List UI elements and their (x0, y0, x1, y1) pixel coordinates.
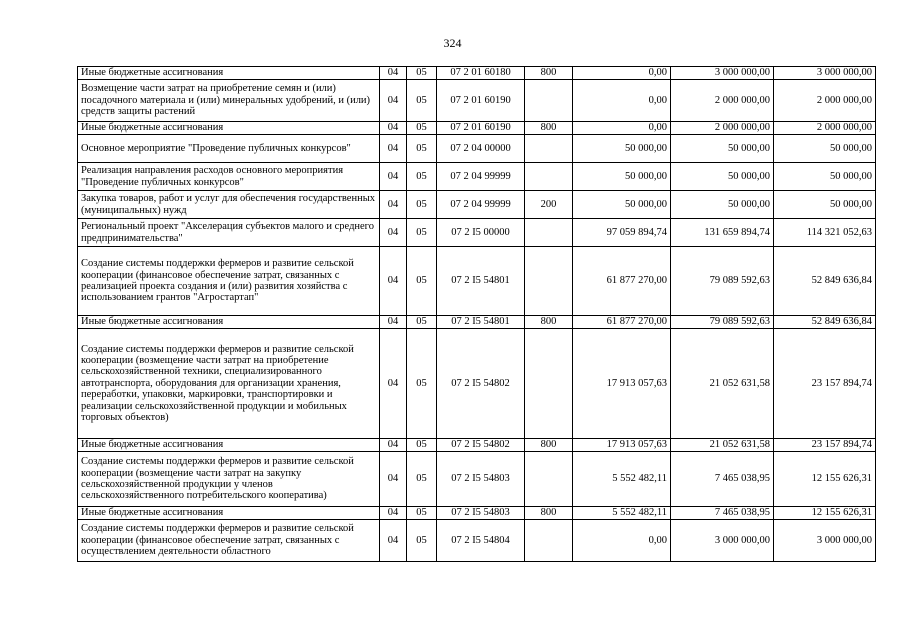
table-row (78, 452, 876, 507)
target-code-cell: 07 2 I5 54801 (437, 316, 525, 329)
amount-2-cell: 7 465 038,95 (671, 452, 774, 507)
section-code-cell: 04 (380, 67, 407, 80)
row-name-cell: Региональный проект "Акселерация субъектов малого и среднего предпринимательства" (78, 219, 380, 247)
amount-2-cell: 21 052 631,58 (671, 329, 774, 439)
amount-1-cell: 97 059 894,74 (573, 219, 671, 247)
expense-type-cell: 800 (525, 507, 573, 520)
subsection-code-cell: 05 (407, 439, 437, 452)
amount-3-cell: 52 849 636,84 (774, 247, 876, 316)
amount-2-cell: 50 000,00 (671, 163, 774, 191)
amount-3-cell: 50 000,00 (774, 191, 876, 219)
expense-type-cell (525, 219, 573, 247)
section-code-cell: 04 (380, 247, 407, 316)
table-row (78, 135, 876, 163)
row-name-cell: Реализация направления расходов основного мероприятия "Проведение публичных конкурсов" (78, 163, 380, 191)
table-row (78, 329, 876, 439)
row-name-cell: Иные бюджетные ассигнования (78, 439, 380, 452)
expense-type-cell (525, 135, 573, 163)
amount-1-cell: 0,00 (573, 80, 671, 122)
subsection-code-cell: 05 (407, 122, 437, 135)
amount-1-cell: 50 000,00 (573, 191, 671, 219)
amount-2-cell: 21 052 631,58 (671, 439, 774, 452)
subsection-code-cell: 05 (407, 316, 437, 329)
target-code-cell: 07 2 I5 54804 (437, 520, 525, 562)
expense-type-cell (525, 247, 573, 316)
amount-2-cell: 7 465 038,95 (671, 507, 774, 520)
row-name-cell: Основное мероприятие "Проведение публичных конкурсов" (78, 135, 380, 163)
table-row (78, 67, 876, 80)
amount-1-cell: 50 000,00 (573, 135, 671, 163)
amount-1-cell: 5 552 482,11 (573, 507, 671, 520)
target-code-cell: 07 2 04 99999 (437, 163, 525, 191)
expense-type-cell (525, 452, 573, 507)
amount-3-cell: 12 155 626,31 (774, 452, 876, 507)
subsection-code-cell: 05 (407, 191, 437, 219)
amount-1-cell: 0,00 (573, 67, 671, 80)
amount-3-cell: 23 157 894,74 (774, 439, 876, 452)
amount-1-cell: 0,00 (573, 122, 671, 135)
amount-1-cell: 5 552 482,11 (573, 452, 671, 507)
subsection-code-cell: 05 (407, 135, 437, 163)
amount-3-cell: 50 000,00 (774, 163, 876, 191)
expense-type-cell (525, 80, 573, 122)
section-code-cell: 04 (380, 122, 407, 135)
amount-1-cell: 0,00 (573, 520, 671, 562)
section-code-cell: 04 (380, 135, 407, 163)
amount-3-cell: 50 000,00 (774, 135, 876, 163)
section-code-cell: 04 (380, 163, 407, 191)
expense-type-cell (525, 329, 573, 439)
row-name-cell: Закупка товаров, работ и услуг для обеспечения государственных (муниципальных) нужд (78, 191, 380, 219)
expense-type-cell: 800 (525, 122, 573, 135)
budget-table (77, 66, 876, 562)
subsection-code-cell: 05 (407, 507, 437, 520)
section-code-cell: 04 (380, 316, 407, 329)
subsection-code-cell: 05 (407, 452, 437, 507)
amount-1-cell: 17 913 057,63 (573, 439, 671, 452)
target-code-cell: 07 2 04 99999 (437, 191, 525, 219)
target-code-cell: 07 2 I5 54802 (437, 329, 525, 439)
expense-type-cell: 800 (525, 316, 573, 329)
amount-3-cell: 3 000 000,00 (774, 520, 876, 562)
table-row (78, 316, 876, 329)
amount-2-cell: 131 659 894,74 (671, 219, 774, 247)
row-name-cell: Иные бюджетные ассигнования (78, 316, 380, 329)
amount-3-cell: 12 155 626,31 (774, 507, 876, 520)
expense-type-cell (525, 163, 573, 191)
table-row (78, 80, 876, 122)
target-code-cell: 07 2 I5 00000 (437, 219, 525, 247)
row-name-cell: Создание системы поддержки фермеров и развитие сельской кооперации (возмещение части затрат на приобретение сельскохозяйственной техники, специализированного автотранспорта, оборудования для организации хранения, переработки, упаковки, маркировки, транспортировки и реализации сельскохозяйственной продукции и мобильных торговых объектов) (78, 329, 380, 439)
section-code-cell: 04 (380, 452, 407, 507)
expense-type-cell (525, 520, 573, 562)
expense-type-cell: 800 (525, 67, 573, 80)
section-code-cell: 04 (380, 80, 407, 122)
amount-1-cell: 61 877 270,00 (573, 247, 671, 316)
amount-3-cell: 52 849 636,84 (774, 316, 876, 329)
row-name-cell: Иные бюджетные ассигнования (78, 67, 380, 80)
table-row (78, 219, 876, 247)
target-code-cell: 07 2 01 60180 (437, 67, 525, 80)
expense-type-cell: 200 (525, 191, 573, 219)
target-code-cell: 07 2 01 60190 (437, 122, 525, 135)
subsection-code-cell: 05 (407, 80, 437, 122)
amount-2-cell: 50 000,00 (671, 135, 774, 163)
target-code-cell: 07 2 01 60190 (437, 80, 525, 122)
amount-2-cell: 3 000 000,00 (671, 520, 774, 562)
amount-3-cell: 2 000 000,00 (774, 122, 876, 135)
target-code-cell: 07 2 04 00000 (437, 135, 525, 163)
section-code-cell: 04 (380, 219, 407, 247)
page-number: 324 (443, 36, 462, 50)
section-code-cell: 04 (380, 520, 407, 562)
target-code-cell: 07 2 I5 54803 (437, 452, 525, 507)
row-name-cell: Создание системы поддержки фермеров и развитие сельской кооперации (возмещение части затрат на закупку сельскохозяйственной продукции у членов сельскохозяйственного потребительского кооператива) (78, 452, 380, 507)
table-row (78, 191, 876, 219)
amount-2-cell: 2 000 000,00 (671, 80, 774, 122)
table-row (78, 163, 876, 191)
amount-2-cell: 79 089 592,63 (671, 316, 774, 329)
amount-1-cell: 61 877 270,00 (573, 316, 671, 329)
amount-3-cell: 2 000 000,00 (774, 80, 876, 122)
amount-2-cell: 79 089 592,63 (671, 247, 774, 316)
subsection-code-cell: 05 (407, 329, 437, 439)
subsection-code-cell: 05 (407, 247, 437, 316)
subsection-code-cell: 05 (407, 163, 437, 191)
expense-type-cell: 800 (525, 439, 573, 452)
amount-3-cell: 3 000 000,00 (774, 67, 876, 80)
subsection-code-cell: 05 (407, 219, 437, 247)
table-row (78, 507, 876, 520)
amount-3-cell: 23 157 894,74 (774, 329, 876, 439)
table-row (78, 439, 876, 452)
amount-1-cell: 50 000,00 (573, 163, 671, 191)
amount-2-cell: 3 000 000,00 (671, 67, 774, 80)
row-name-cell: Возмещение части затрат на приобретение семян и (или) посадочного материала и (или) минеральных удобрений, и (или) средств защиты растений (78, 80, 380, 122)
budget-table-body (78, 67, 876, 562)
section-code-cell: 04 (380, 507, 407, 520)
section-code-cell: 04 (380, 329, 407, 439)
section-code-cell: 04 (380, 191, 407, 219)
amount-3-cell: 114 321 052,63 (774, 219, 876, 247)
amount-1-cell: 17 913 057,63 (573, 329, 671, 439)
target-code-cell: 07 2 I5 54802 (437, 439, 525, 452)
row-name-cell: Создание системы поддержки фермеров и развитие сельской кооперации (финансовое обеспечение затрат, связанных с осуществлением деятельности областного (78, 520, 380, 562)
amount-2-cell: 2 000 000,00 (671, 122, 774, 135)
table-row (78, 122, 876, 135)
subsection-code-cell: 05 (407, 67, 437, 80)
target-code-cell: 07 2 I5 54801 (437, 247, 525, 316)
row-name-cell: Иные бюджетные ассигнования (78, 507, 380, 520)
target-code-cell: 07 2 I5 54803 (437, 507, 525, 520)
section-code-cell: 04 (380, 439, 407, 452)
row-name-cell: Создание системы поддержки фермеров и развитие сельской кооперации (финансовое обеспечение затрат, связанных с реализацией проекта создания и (или) развития хозяйства с использованием грантов "Агростартап" (78, 247, 380, 316)
row-name-cell: Иные бюджетные ассигнования (78, 122, 380, 135)
table-row (78, 520, 876, 562)
table-row (78, 247, 876, 316)
amount-2-cell: 50 000,00 (671, 191, 774, 219)
subsection-code-cell: 05 (407, 520, 437, 562)
